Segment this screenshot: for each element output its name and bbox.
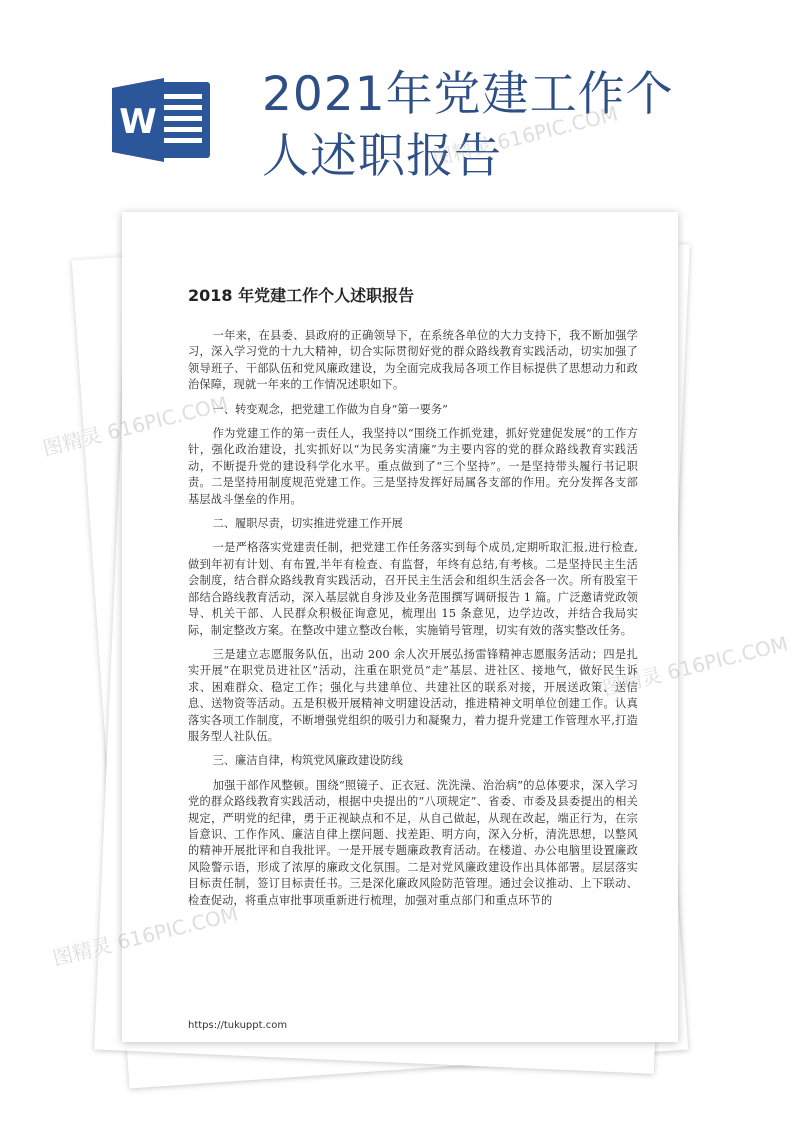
watermark: 图精灵 616PIC.COM [600, 631, 791, 701]
paragraph-section-2a: 一是严格落实党建责任制，把党建工作任务落实到每个成员,定期听取汇报,进行检查,做到年初有计划、有布置,半年有检查、有监督，年终有总结,有考核。二是坚持民主生活会制度，结合群众路线教育实践活动，召开民主生活会和组织生活会各一次。所有股室干部结合路线教育活动，深入基层就自身涉及业务范围撰写调研报告 1 篇。广泛邀请党政领导、机关干部、人民群众积极征询意见，梳理出 15 条意见，边学边改，并结合我局实际，制定整改方案。在整改中建立整改台帐，实施销号管理，切实有效的落实整改任务。 [188, 541, 638, 637]
paragraph-section-3: 加强干部作风整顿。围绕“照镜子、正衣冠、洗洗澡、治治病”的总体要求，深入学习党的群众路线教育实践活动，根据中央提出的“八项规定”、省委、市委及县委提出的相关规定，严明党的纪律，勇于正视缺点和不足，从自己做起，从现在改起，端正行为，在宗旨意识、工作作风、廉洁自律上摆问题、找差距、明方向，深入分析，清洗思想，以整风的精神开展批评和自我批评。一是开展专题廉政教育活动。在楼道、办公电脑里设置廉政风险警示语，形成了浓厚的廉政文化氛围。二是对党风廉政建设作出具体部署。层层落实目标责任制，签订目标责任书。三是深化廉政风险防范管理。通过会议推动、上下联动、检查促动，将重点审批事项重新进行梳理，加强对重点部门和重点环节的 [188, 778, 638, 907]
paragraph-section-1: 作为党建工作的第一责任人，我坚持以“围绕工作抓党建，抓好党建促发展”的工作方针，强化政治建设，扎实抓好以“为民务实清廉”为主要内容的党的群众路线教育实践活动，不断提升党的建设科学化水平。重点做到了“三个坚持”。一是坚持带头履行书记职责。二是坚持用制度规范党建工作。三是坚持发挥好局属各支部的作用。充分发挥各支部基层战斗堡垒的作用。 [188, 427, 638, 506]
watermark: 图精灵 616PIC.COM [40, 391, 231, 461]
footer-url: https://tukuppt.com [188, 1020, 288, 1031]
section-heading-3: 三、廉洁自律，构筑党风廉政建设防线 [212, 754, 403, 768]
paragraph-section-2b: 三是建立志愿服务队伍，出动 200 余人次开展弘扬雷锋精神志愿服务活动；四是扎实开展“在职党员进社区”活动，注重在职党员“走”基层、进社区、接地气，做好民生诉求、困难群众、稳定工作；强化与共建单位、共建社区的联系对接，开展送政策、送信息、送物资等活动。五是积极开展精神文明建设活动，推进精神文明单位创建工作。认真落实各项工作制度，不断增强党组织的吸引力和凝聚力，着力提升党建工作管理水平,打造服务型人社队伍。 [188, 647, 638, 743]
document-body [188, 282, 638, 1002]
watermark: 图精灵 616PIC.COM [50, 901, 241, 971]
page-title: 2021年党建工作个人述职报告 [262, 67, 674, 184]
word-document-icon [112, 78, 214, 162]
paragraph-intro: 一年来，在县委、县政府的正确领导下，在系统各单位的大力支持下，我不断加强学习，深入学习党的十九大精神，切合实际贯彻好党的群众路线教育实践活动，切实加强了领导班子、干部队伍和党风廉政建设，为全面完成我局各项工作目标提供了思想动力和政治保障，现就一年来的工作情况述职如下。 [188, 329, 638, 392]
section-heading-1: 一、转变观念，把党建工作做为自身“第一要务” [212, 402, 448, 416]
page-header [0, 0, 800, 200]
document-title: 2018 年党建工作个人述职报告 [188, 286, 415, 305]
word-icon-letter: W [119, 102, 157, 142]
watermark: 图精灵 616PIC.COM [430, 101, 621, 171]
section-heading-2: 二、履职尽责，切实推进党建工作开展 [212, 517, 403, 531]
